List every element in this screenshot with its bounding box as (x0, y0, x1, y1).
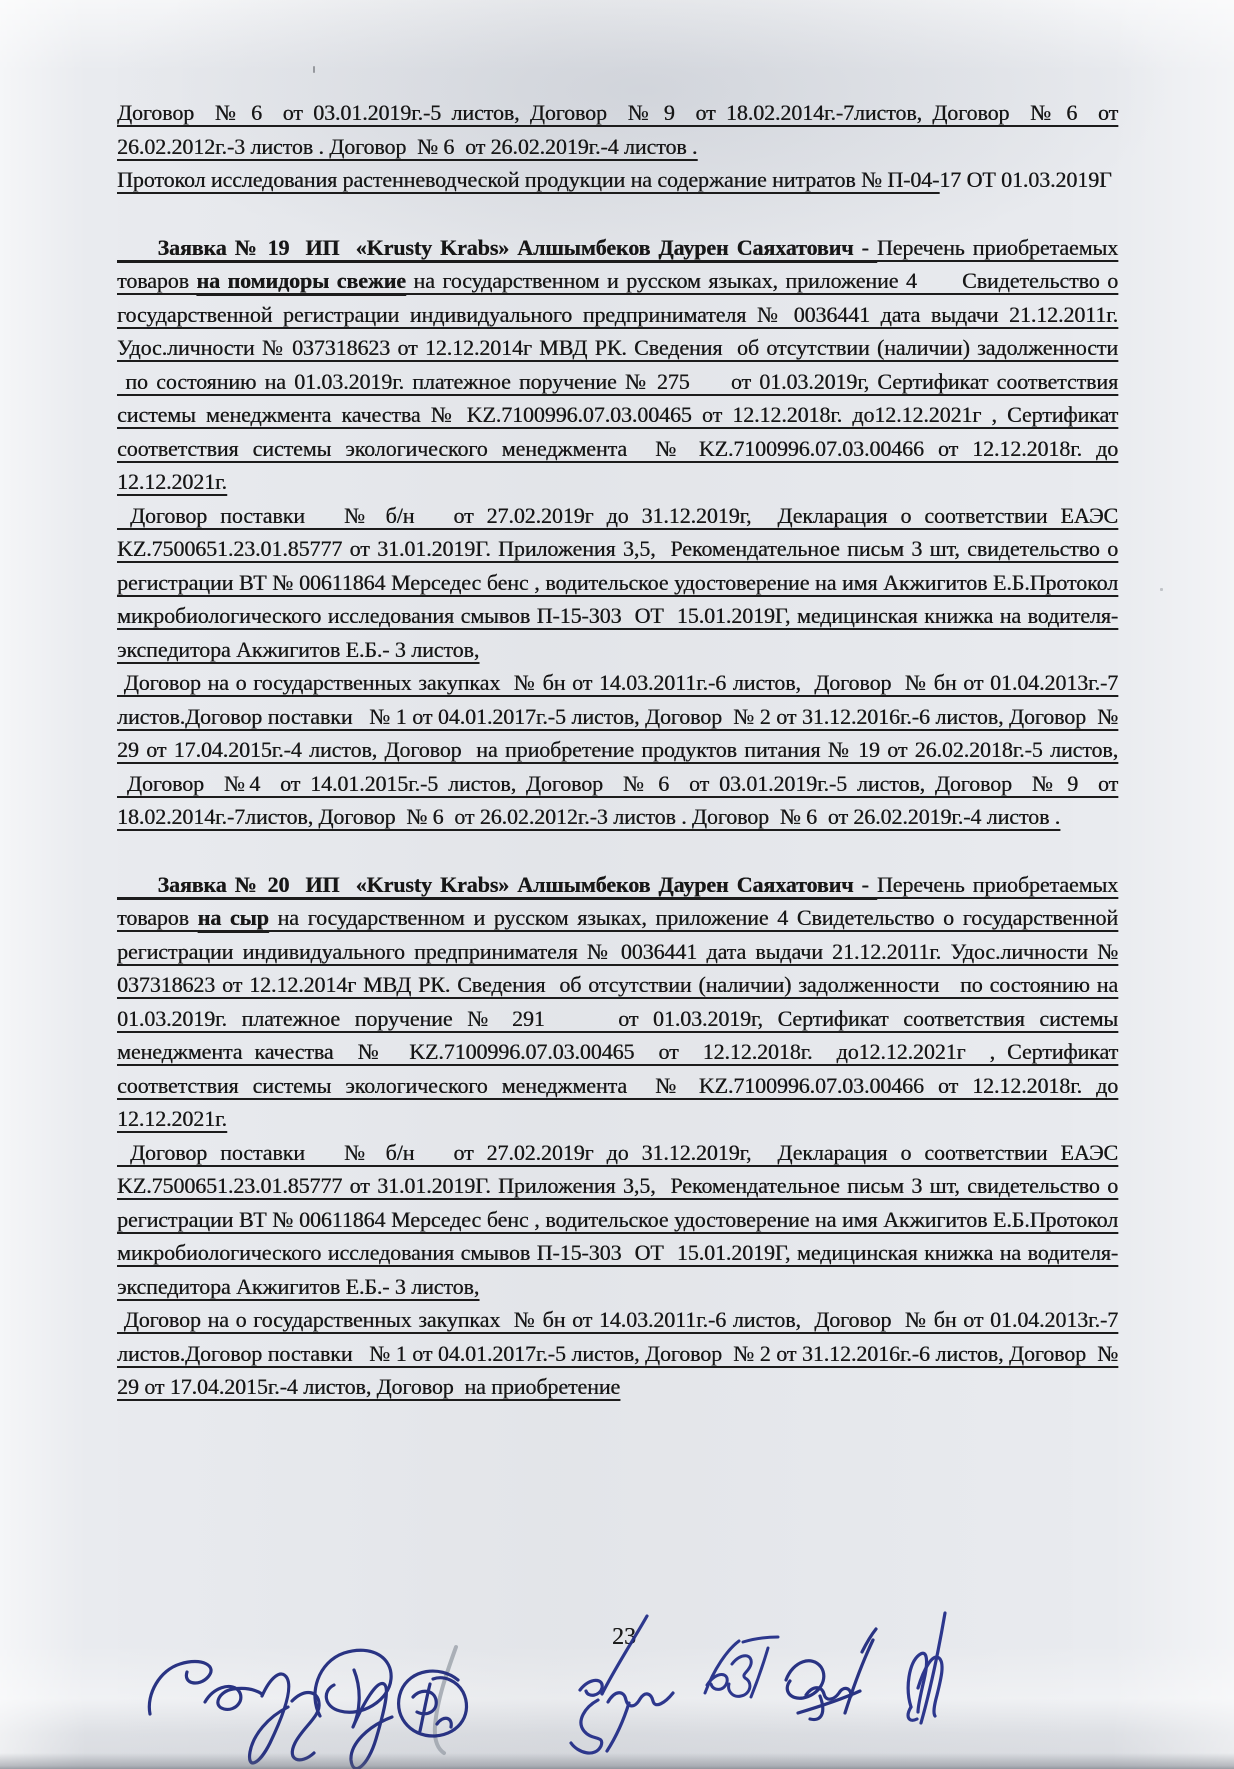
application-20-product: на сыр (197, 905, 269, 930)
signature-5 (908, 1613, 945, 1723)
protocol-tail-text: 17 ОТ 01.03.2019Г (939, 167, 1112, 192)
application-20-paragraph (117, 868, 1118, 1136)
application-19-supply-docs (117, 499, 1118, 667)
application-19-product: на помидоры свежие (196, 268, 406, 293)
application-20-intro: Перечень приобретаемых товаров (117, 871, 1118, 930)
application-19-contracts-text: Договор на о государственных закупках № бн от 14.03.2011г.-6 листов, Договор № бн от 01.04.2013г.-7 листов.Договор поставки № 1 от 04.01.2017г.-5 листов, Договор № 2 от 31.12.2016г.-6 листов, Договор № 29 от 17.04.2015г.-4 листов, Договор на приобретение продуктов питания № 19 от 26.02.2018г.-5 листов, Договор №4 от 14.01.2015г.-5 листов, Договор № 6 от 03.01.2019г.-5 листов, Договор № 9 от 18.02.2014г.-7листов, Договор № 6 от 26.02.2012г.-3 листов . Договор № 6 от 26.02.2019г.-4 листов . (117, 670, 1118, 829)
application-19-details: на государственном и русском языках, приложение 4 Свидетельство о государственной регистрации индивидуального предпринимателя № 0036441 дата выдачи 21.12.2011г. Удос.личности № 037318623 от 12.12.2014г МВД РК. Сведения об отсутствии (наличии) задолженности по состоянию на 01.03.2019г. платежное поручение № 275 от 01.03.2019г, Сертификат соответствия системы менеджмента качества № KZ.7100996.07.03.00465 от 12.12.2018г. до12.12.2021г , Сертификат соответствия системы экологического менеджмента № KZ.7100996.07.03.00466 от 12.12.2018г. до 12.12.2021г. (117, 268, 1118, 494)
application-19-title: Заявка № 19 ИП «Krusty Krabs» Алшымбеков Даурен Саяхатович - (117, 234, 877, 260)
application-19-supply-docs-text: Договор поставки № б/н от 27.02.2019г до 31.12.2019г, Декларация о соответствии ЕАЭС KZ.7500651.23.01.85777 от 31.01.2019Г. Приложения 3,5, Рекомендательное письм 3 шт, свидетельство о регистрации ВТ № 00611864 Мерседес бенс , водительское удостоверение на имя Акжигитов Е.Б.Протокол микробиологического исследования смывов П-15-303 ОТ 15.01.2019Г, медицинская книжка на водителя-экспедитора Акжигитов Е.Б.- 3 листов, (117, 502, 1118, 662)
page-number: 23 (612, 1624, 636, 1650)
signature-4 (786, 1629, 876, 1720)
protocol-text: Протокол исследования растенневодческой продукции на содержание нитратов № П-04- (117, 167, 940, 192)
application-20-supply-docs (117, 1136, 1118, 1304)
paragraph-protocol (117, 163, 1118, 197)
application-19-paragraph (117, 231, 1118, 499)
scan-speck (1160, 588, 1163, 591)
application-19-contracts (117, 666, 1118, 834)
top-contracts-text: Договор № 6 от 03.01.2019г.-5 листов, Договор № 9 от 18.02.2014г.-7листов, Договор № 6 от 26.02.2012г.-3 листов . Договор № 6 от 26.02.2019г.-4 листов . (117, 100, 1118, 159)
document-body (117, 96, 1118, 1404)
scan-speck (313, 66, 315, 73)
pencil-streak (435, 1647, 456, 1753)
scan-edge-bottom-shadow (0, 1753, 1234, 1769)
application-19-intro: Перечень приобретаемых товаров (117, 234, 1118, 293)
application-20-title: Заявка № 20 ИП «Krusty Krabs» Алшымбеков Даурен Саяхатович - (117, 871, 877, 897)
application-20-supply-docs-text: Договор поставки № б/н от 27.02.2019г до 31.12.2019г, Декларация о соответствии ЕАЭС KZ.7500651.23.01.85777 от 31.01.2019Г. Приложения 3,5, Рекомендательное письм 3 шт, свидетельство о регистрации ВТ № 00611864 Мерседес бенс , водительское удостоверение на имя Акжигитов Е.Б.Протокол микробиологического исследования смывов П-15-303 ОТ 15.01.2019Г, медицинская книжка на водителя-экспедитора Акжигитов Е.Б.- 3 листов, (117, 1139, 1118, 1299)
application-20-contracts-text: Договор на о государственных закупках № бн от 14.03.2011г.-6 листов, Договор № бн от 01.04.2013г.-7 листов.Договор поставки № 1 от 04.01.2017г.-5 листов, Договор № 2 от 31.12.2016г.-6 листов, Договор № 29 от 17.04.2015г.-4 листов, Договор на приобретение (117, 1307, 1118, 1399)
signature-left-cluster (149, 1650, 466, 1768)
paragraph-top-contracts (117, 96, 1118, 163)
application-20-contracts (117, 1303, 1118, 1404)
signature-3 (705, 1637, 778, 1697)
application-20-details: на государственном и русском языках, приложение 4 Свидетельство о государственной регистрации индивидуального предпринимателя № 0036441 дата выдачи 21.12.2011г. Удос.личности № 037318623 от 12.12.2014г МВД РК. Сведения об отсутствии (наличии) задолженности по состоянию на 01.03.2019г. платежное поручение № 291 от 01.03.2019г, Сертификат соответствия системы менеджмента качества № KZ.7100996.07.03.00465 от 12.12.2018г. до12.12.2021г , Сертификат соответствия системы экологического менеджмента № KZ.7100996.07.03.00466 от 12.12.2018г. до 12.12.2021г. (117, 905, 1118, 1131)
